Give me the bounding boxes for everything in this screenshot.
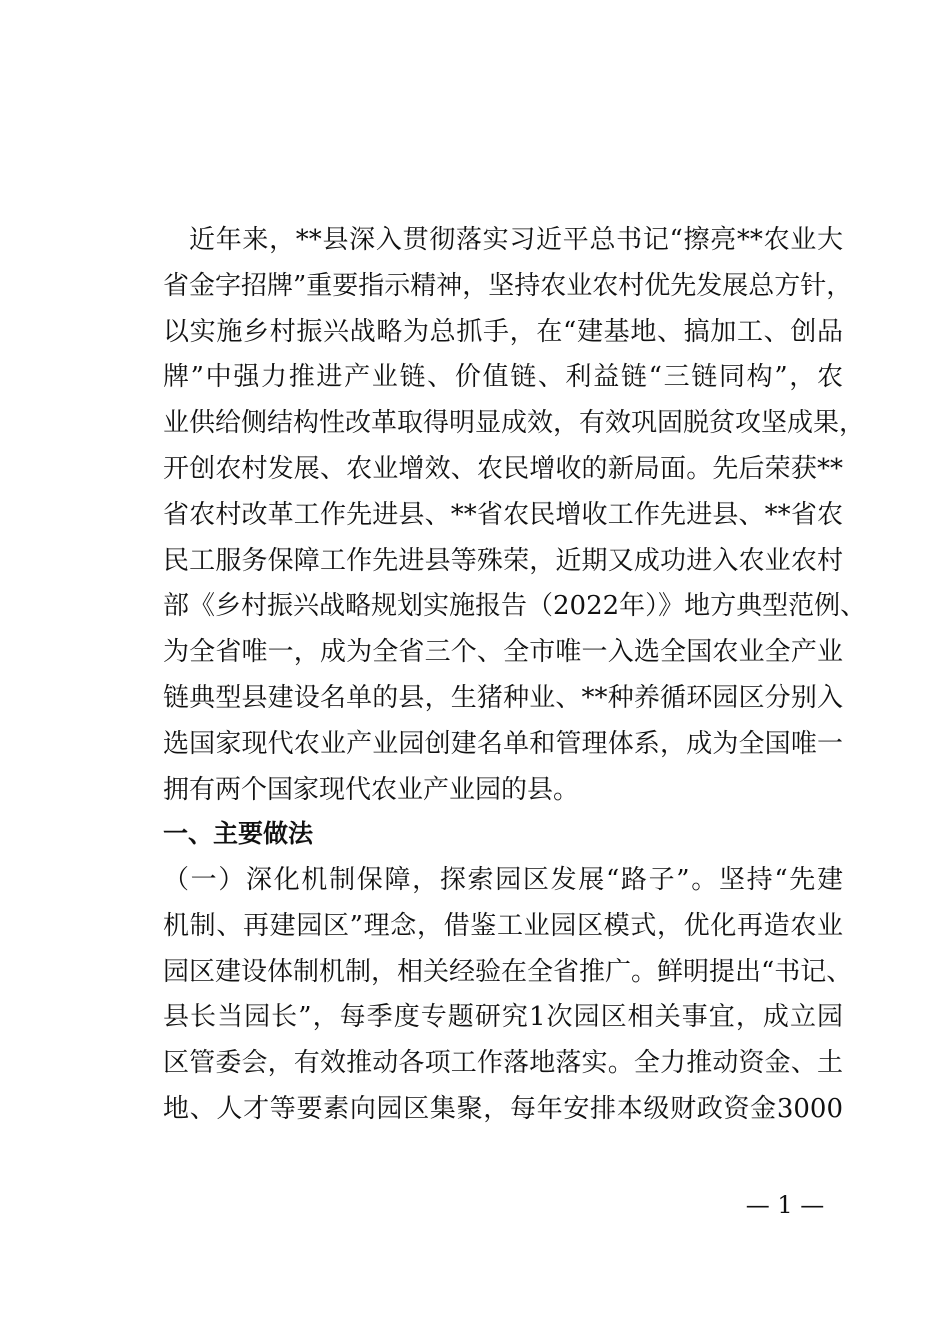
paragraph-line: 近年来，**县深入贯彻落实习近平总书记“擦亮**农业大 (189, 225, 843, 255)
paragraph-line: 开创农村发展、农业增效、农民增收的新局面。先后荣获** (163, 453, 843, 484)
paragraph-line: 省金字招牌”重要指示精神，坚持农业农村优先发展总方针， (163, 270, 853, 301)
paragraph-line: 省农村改革工作先进县、**省农民增收工作先进县、**省农 (163, 499, 843, 530)
paragraph-line: 为全省唯一，成为全省三个、全市唯一入选全国农业全产业 (163, 637, 843, 668)
paragraph-line: 以实施乡村振兴战略为总抓手，在“建基地、搞加工、创品 (163, 316, 843, 347)
section-line: 区管委会，有效推动各项工作落地落实。全力推动资金、土 (163, 1048, 843, 1079)
section-line: （一）深化机制保障，探索园区发展“路子”。坚持“先建 (163, 865, 843, 895)
page-number: — 1 — (745, 1191, 825, 1219)
paragraph-line: 牌”中强力推进产业链、价值链、利益链“三链同构”，农 (163, 362, 843, 393)
paragraph-line: 链典型县建设名单的县，生猪种业、**种养循环园区分别入 (163, 682, 843, 713)
section-line: 县长当园长”，每季度专题研究1次园区相关事宜，成立园 (163, 1002, 843, 1033)
paragraph-line: 拥有两个国家现代农业产业园的县。 (163, 774, 580, 805)
paragraph-line: 选国家现代农业产业园创建名单和管理体系，成为全国唯一 (163, 728, 843, 759)
section-paragraph (163, 858, 853, 1133)
section-heading: 一、主要做法 (163, 819, 314, 848)
paragraph-line: 业供给侧结构性改革取得明显成效，有效巩固脱贫攻坚成果， (163, 408, 866, 439)
section-line: 机制、再建园区”理念，借鉴工业园区模式，优化再造农业 (163, 910, 843, 941)
section-line: 园区建设体制机制，相关经验在全省推广。鲜明提出“书记、 (163, 956, 853, 987)
section-line: 地、人才等要素向园区集聚，每年安排本级财政资金3000 (163, 1093, 843, 1124)
paragraph-line: 部《乡村振兴战略规划实施报告（2022年）》地方典型范例、 (163, 591, 867, 622)
paragraph-line: 民工服务保障工作先进县等殊荣，近期又成功进入农业农村 (163, 545, 843, 576)
intro-paragraph (163, 218, 867, 813)
